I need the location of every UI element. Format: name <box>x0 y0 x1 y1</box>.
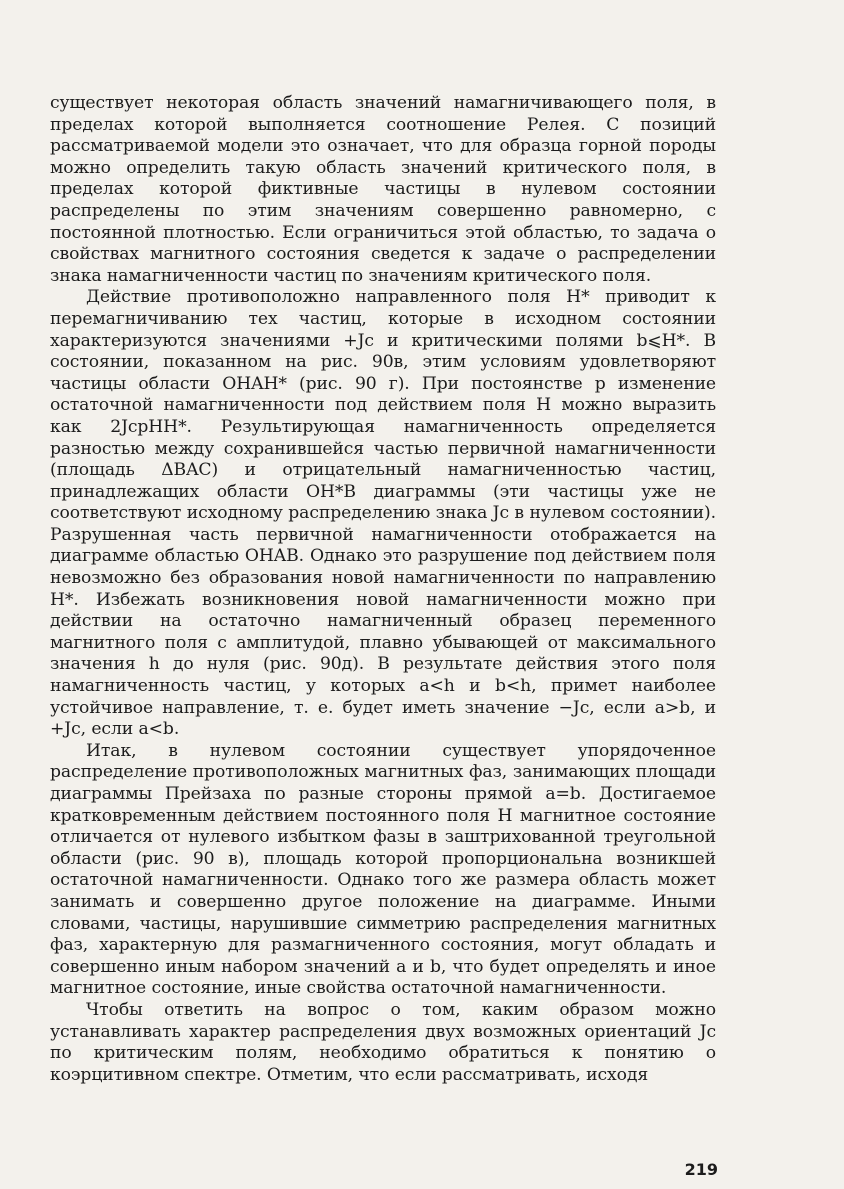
paragraph-1: существует некоторая область значений намагничивающего поля, в пределах которой выполняется соотношение Релея. С позиций рассматриваемой модели это означает, что для образца горной породы можно определить такую область значений критического поля, в пределах которой фиктивные частицы в нулевом состоянии распределены по этим значениям совершенно равномерно, с постоянной плотностью. Если ограничиться этой областью, то задача о свойствах магнитного состояния сведется к задаче о распределении знака намагниченности частиц по значениям критического поля. <box>50 93 716 286</box>
paragraph-2: Действие противоположно направленного поля H* приводит к перемагничиванию тех частиц, которые в исходном состоянии характеризуются значениями +Jc и критическими полями b⩽H*. В состоянии, показанном на рис. 90в, этим условиям удовлетворяют частицы области OHAH* (рис. 90 г). При постоянстве p изменение остаточной намагниченности под действием поля H можно выразить как 2JcpHH*. Результирующая намагниченность определяется разностью между сохранившейся частью первичной намагниченности (площадь ΔBAC) и отрицательный намагниченностью частиц, принадлежащих области OH*B диаграммы (эти частицы уже не соответствуют исходному распределению знака Jc в нулевом состоянии). Разрушенная часть первичной намагниченности отображается на диаграмме областью OHAB. Однако это разрушение под действием поля невозможно без образования новой намагниченности по направлению H*. Избежать возникновения новой намагниченности можно при действии на остаточно намагниченный образец переменного магнитного поля с амплитудой, плавно убывающей от максимального значения h до нуля (рис. 90д). В результате действия этого поля намагниченность частиц, у которых a<h и b<h, примет наиболее устойчивое направление, т. е. будет иметь значение −Jc, если a>b, и +Jc, если a<b. <box>50 287 717 740</box>
body-text <box>50 93 716 1086</box>
paragraph-3: Итак, в нулевом состоянии существует упорядоченное распределение противоположных магнитных фаз, занимающих площади диаграммы Прейзаха по разные стороны прямой a=b. Достигаемое кратковременным действием постоянного поля H магнитное состояние отличается от нулевого избытком фазы в заштрихованной треугольной области (рис. 90 в), площадь которой пропорциональна возникшей остаточной намагниченности. Однако того же размера область может занимать и совершенно другое положение на диаграмме. Иными словами, частицы, нарушившие симметрию распределения магнитных фаз, характерную для размагниченного состояния, могут обладать и совершенно иным набором значений a и b, что будет определять и иное магнитное состояние, иные свойства остаточной намагниченности. <box>50 740 716 999</box>
page-number: 219 <box>684 1160 718 1179</box>
paragraph-4: Чтобы ответить на вопрос о том, каким образом можно устанавливать характер распределения двух возможных ориентаций Jc по критическим полям, необходимо обратиться к понятию о коэрцитивном спектре. Отметим, что если рассматривать, исходя <box>50 999 716 1085</box>
